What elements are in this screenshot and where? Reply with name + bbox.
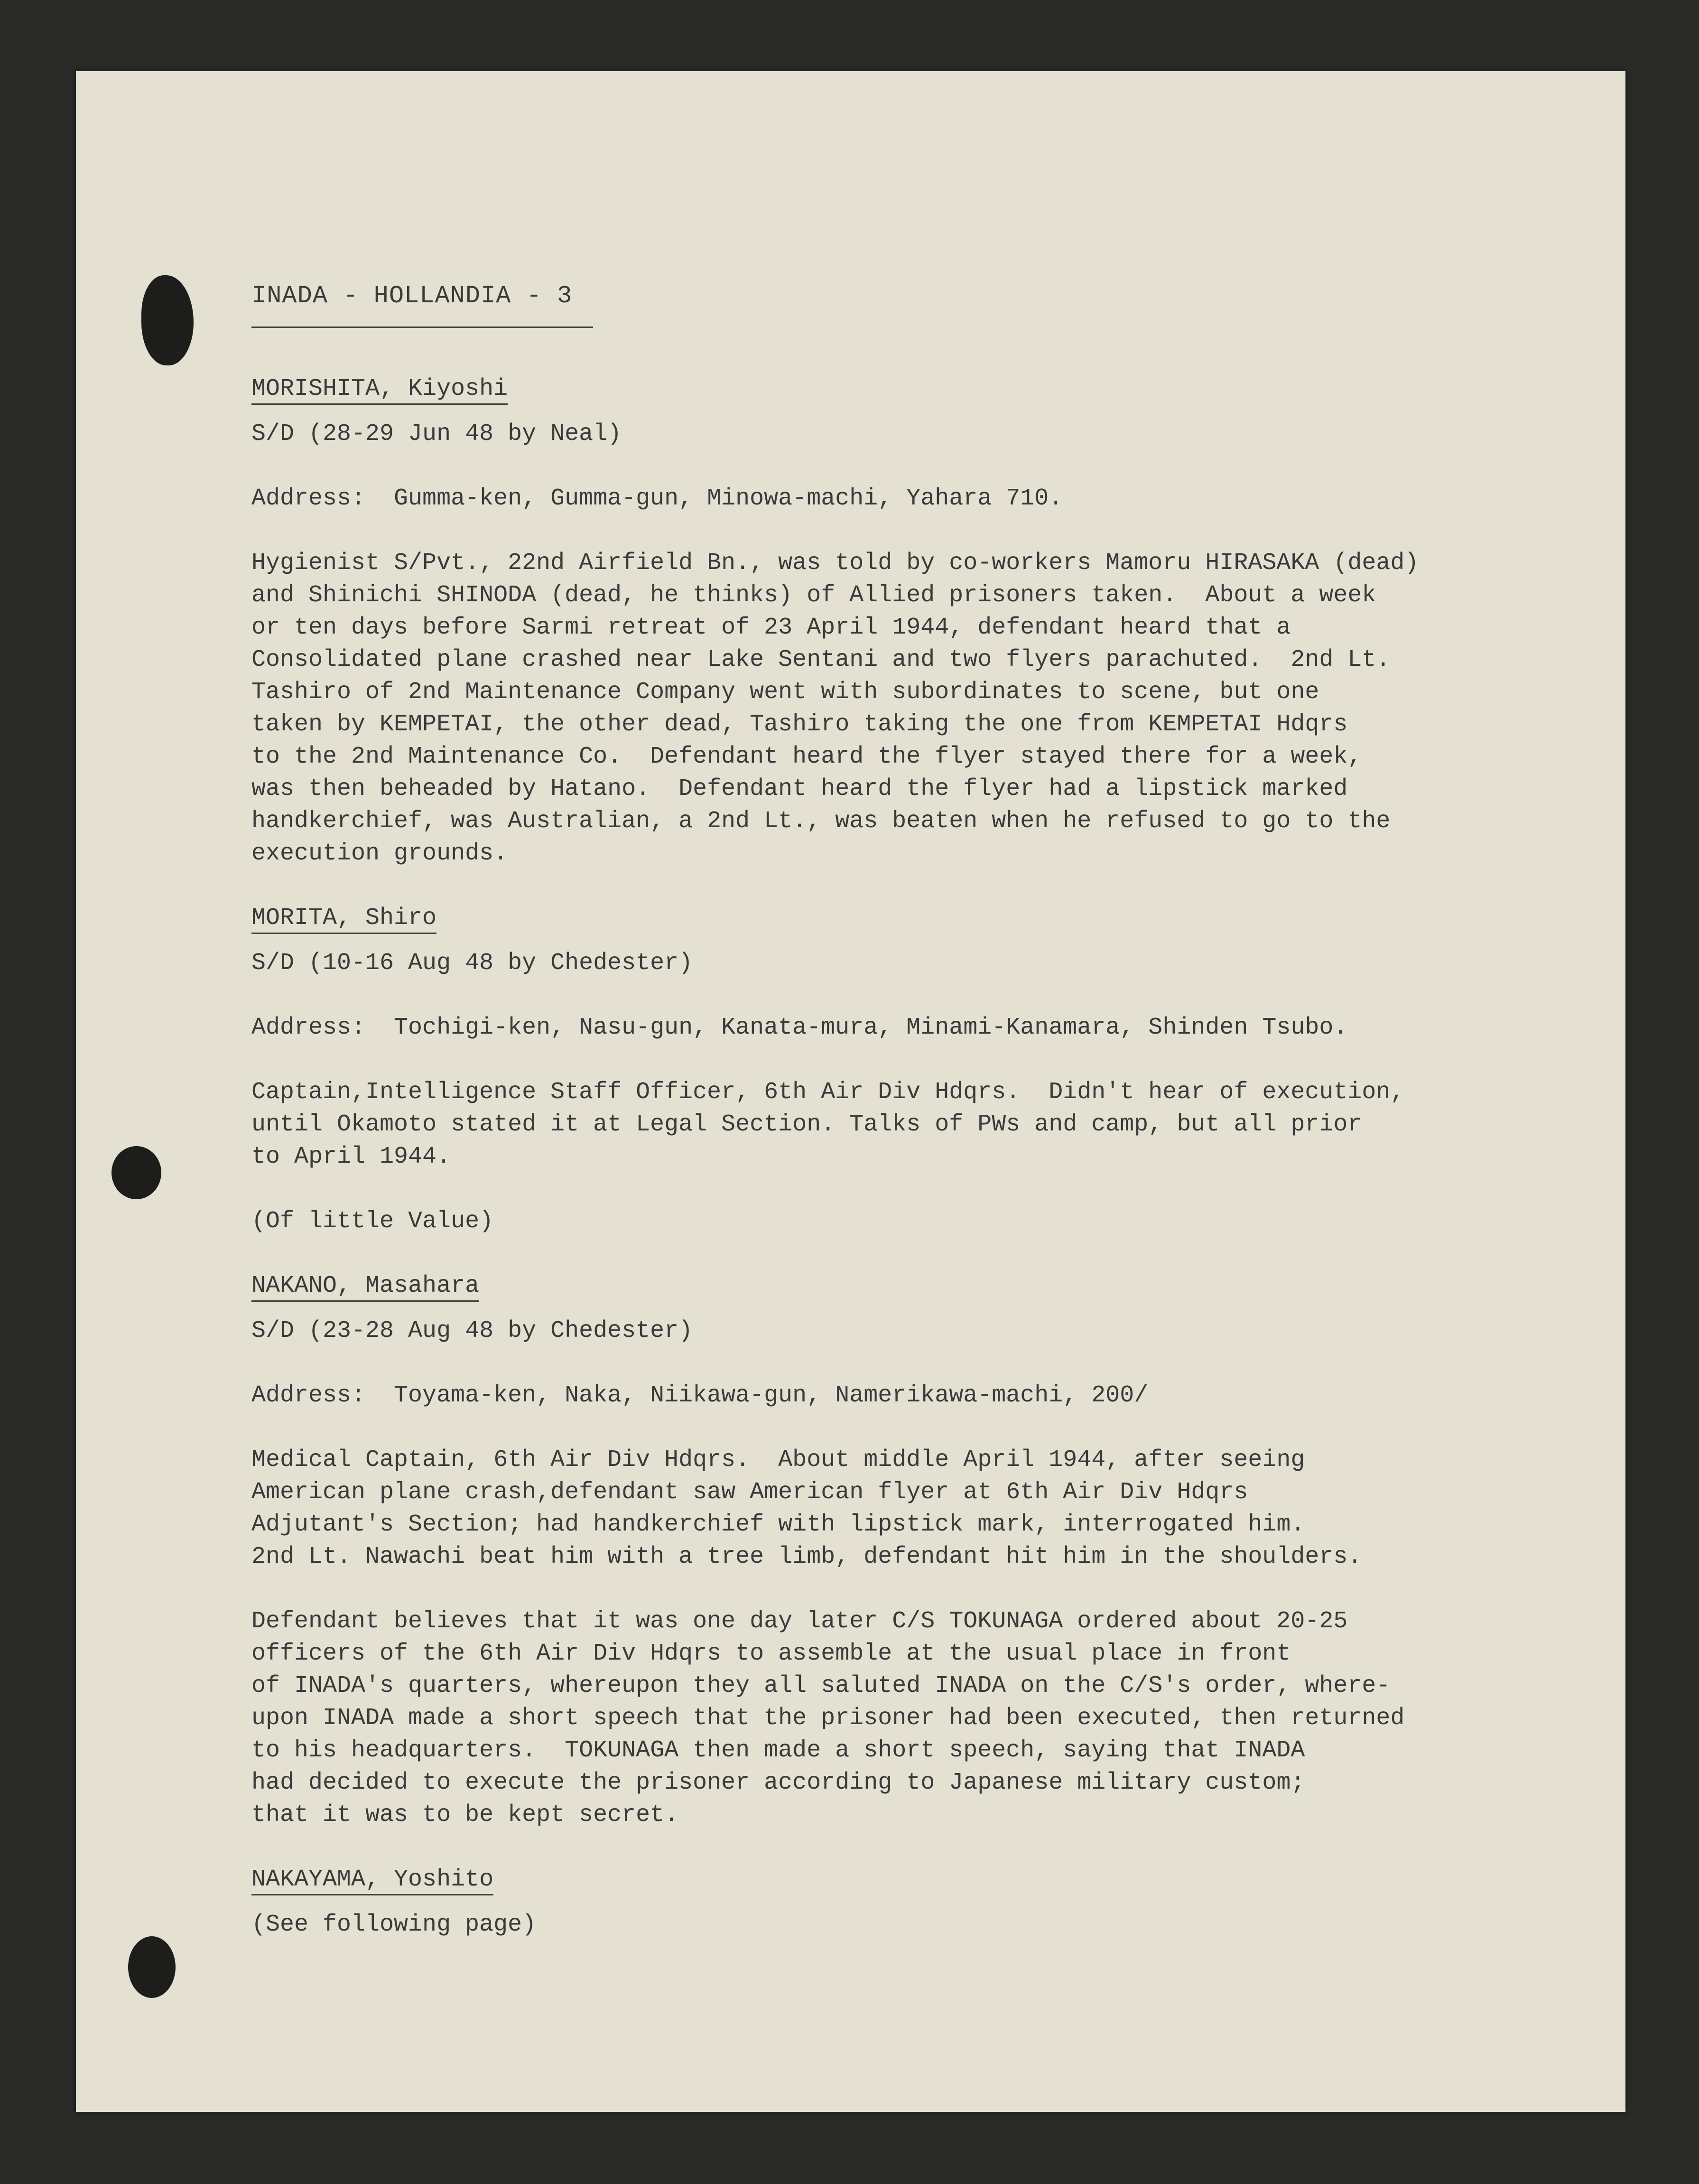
entry-address: Address: Tochigi-ken, Nasu-gun, Kanata-mura, Minami-Kanamara, Shinden Tsubo. (251, 1014, 1348, 1041)
entry-sd: S/D (23-28 Aug 48 by Chedester) (251, 1317, 693, 1344)
entry-address: Address: Gumma-ken, Gumma-gun, Minowa-machi, Yahara 710. (251, 485, 1063, 512)
binder-hole-middle (111, 1146, 161, 1199)
text-line: 2nd Lt. Nawachi beat him with a tree limb, defendant hit him in the shoulders. (251, 1543, 1362, 1570)
text-line: handkerchief, was Australian, a 2nd Lt., was beaten when he refused to go to the (251, 808, 1391, 835)
text-line: to the 2nd Maintenance Co. Defendant heard the flyer stayed there for a week, (251, 743, 1362, 770)
entry-note: (See following page) (251, 1911, 537, 1938)
document-body (251, 280, 1618, 1973)
entry-nakano (251, 1270, 1618, 1831)
text-line: to April 1944. (251, 1143, 451, 1170)
entry-paragraph (251, 1605, 1618, 1831)
text-line: Tashiro of 2nd Maintenance Company went with subordinates to scene, but one (251, 679, 1319, 706)
text-line: that it was to be kept secret. (251, 1801, 679, 1829)
text-line: officers of the 6th Air Div Hdqrs to assemble at the usual place in front (251, 1640, 1291, 1667)
text-line: execution grounds. (251, 840, 508, 867)
entry-paragraph (251, 547, 1618, 870)
text-line: of INADA's quarters, whereupon they all saluted INADA on the C/S's order, where- (251, 1672, 1391, 1699)
entry-name: NAKANO, Masahara (251, 1272, 479, 1302)
document-page (76, 71, 1625, 2112)
text-line: upon INADA made a short speech that the prisoner had been executed, then returned (251, 1705, 1405, 1732)
entry-name: MORITA, Shiro (251, 904, 436, 934)
text-line: and Shinichi SHINODA (dead, he thinks) of Allied prisoners taken. About a week (251, 582, 1376, 609)
header-underline (251, 327, 593, 328)
text-line: Hygienist S/Pvt., 22nd Airfield Bn., was told by co-workers Mamoru HIRASAKA (dead) (251, 550, 1419, 577)
text-line: to his headquarters. TOKUNAGA then made a short speech, saying that INADA (251, 1737, 1305, 1764)
text-line: American plane crash,defendant saw American flyer at 6th Air Div Hdqrs (251, 1479, 1248, 1506)
text-line: Adjutant's Section; had handkerchief with lipstick mark, interrogated him. (251, 1511, 1305, 1538)
text-line: (Of little Value) (251, 1208, 494, 1235)
text-line: was then beheaded by Hatano. Defendant heard the flyer had a lipstick marked (251, 775, 1348, 803)
entry-paragraph (251, 1444, 1618, 1573)
text-line: Defendant believes that it was one day later C/S TOKUNAGA ordered about 20-25 (251, 1608, 1348, 1635)
entry-sd: S/D (10-16 Aug 48 by Chedester) (251, 950, 693, 977)
entry-paragraph (251, 1076, 1618, 1173)
binder-hole-bottom (128, 1936, 176, 1998)
text-line: taken by KEMPETAI, the other dead, Tashiro taking the one from KEMPETAI Hdqrs (251, 711, 1348, 738)
entry-address: Address: Toyama-ken, Naka, Niikawa-gun, Namerikawa-machi, 200/ (251, 1382, 1149, 1409)
entry-morishita (251, 373, 1618, 870)
entry-nakayama (251, 1864, 1618, 1941)
entry-name: MORISHITA, Kiyoshi (251, 375, 508, 405)
page-header: INADA - HOLLANDIA - 3 (251, 282, 573, 310)
text-line: Consolidated plane crashed near Lake Sentani and two flyers parachuted. 2nd Lt. (251, 646, 1391, 673)
entry-paragraph (251, 1205, 1618, 1238)
text-line: Captain,Intelligence Staff Officer, 6th Air Div Hdqrs. Didn't hear of execution, (251, 1079, 1405, 1106)
entry-morita (251, 902, 1618, 1238)
text-line: Medical Captain, 6th Air Div Hdqrs. About middle April 1944, after seeing (251, 1447, 1305, 1474)
text-line: or ten days before Sarmi retreat of 23 April 1944, defendant heard that a (251, 614, 1291, 641)
binder-hole-top (141, 275, 194, 365)
text-line: had decided to execute the prisoner according to Japanese military custom; (251, 1769, 1305, 1796)
text-line: until Okamoto stated it at Legal Section. Talks of PWs and camp, but all prior (251, 1111, 1362, 1138)
entry-name: NAKAYAMA, Yoshito (251, 1866, 493, 1895)
entry-sd: S/D (28-29 Jun 48 by Neal) (251, 420, 622, 448)
